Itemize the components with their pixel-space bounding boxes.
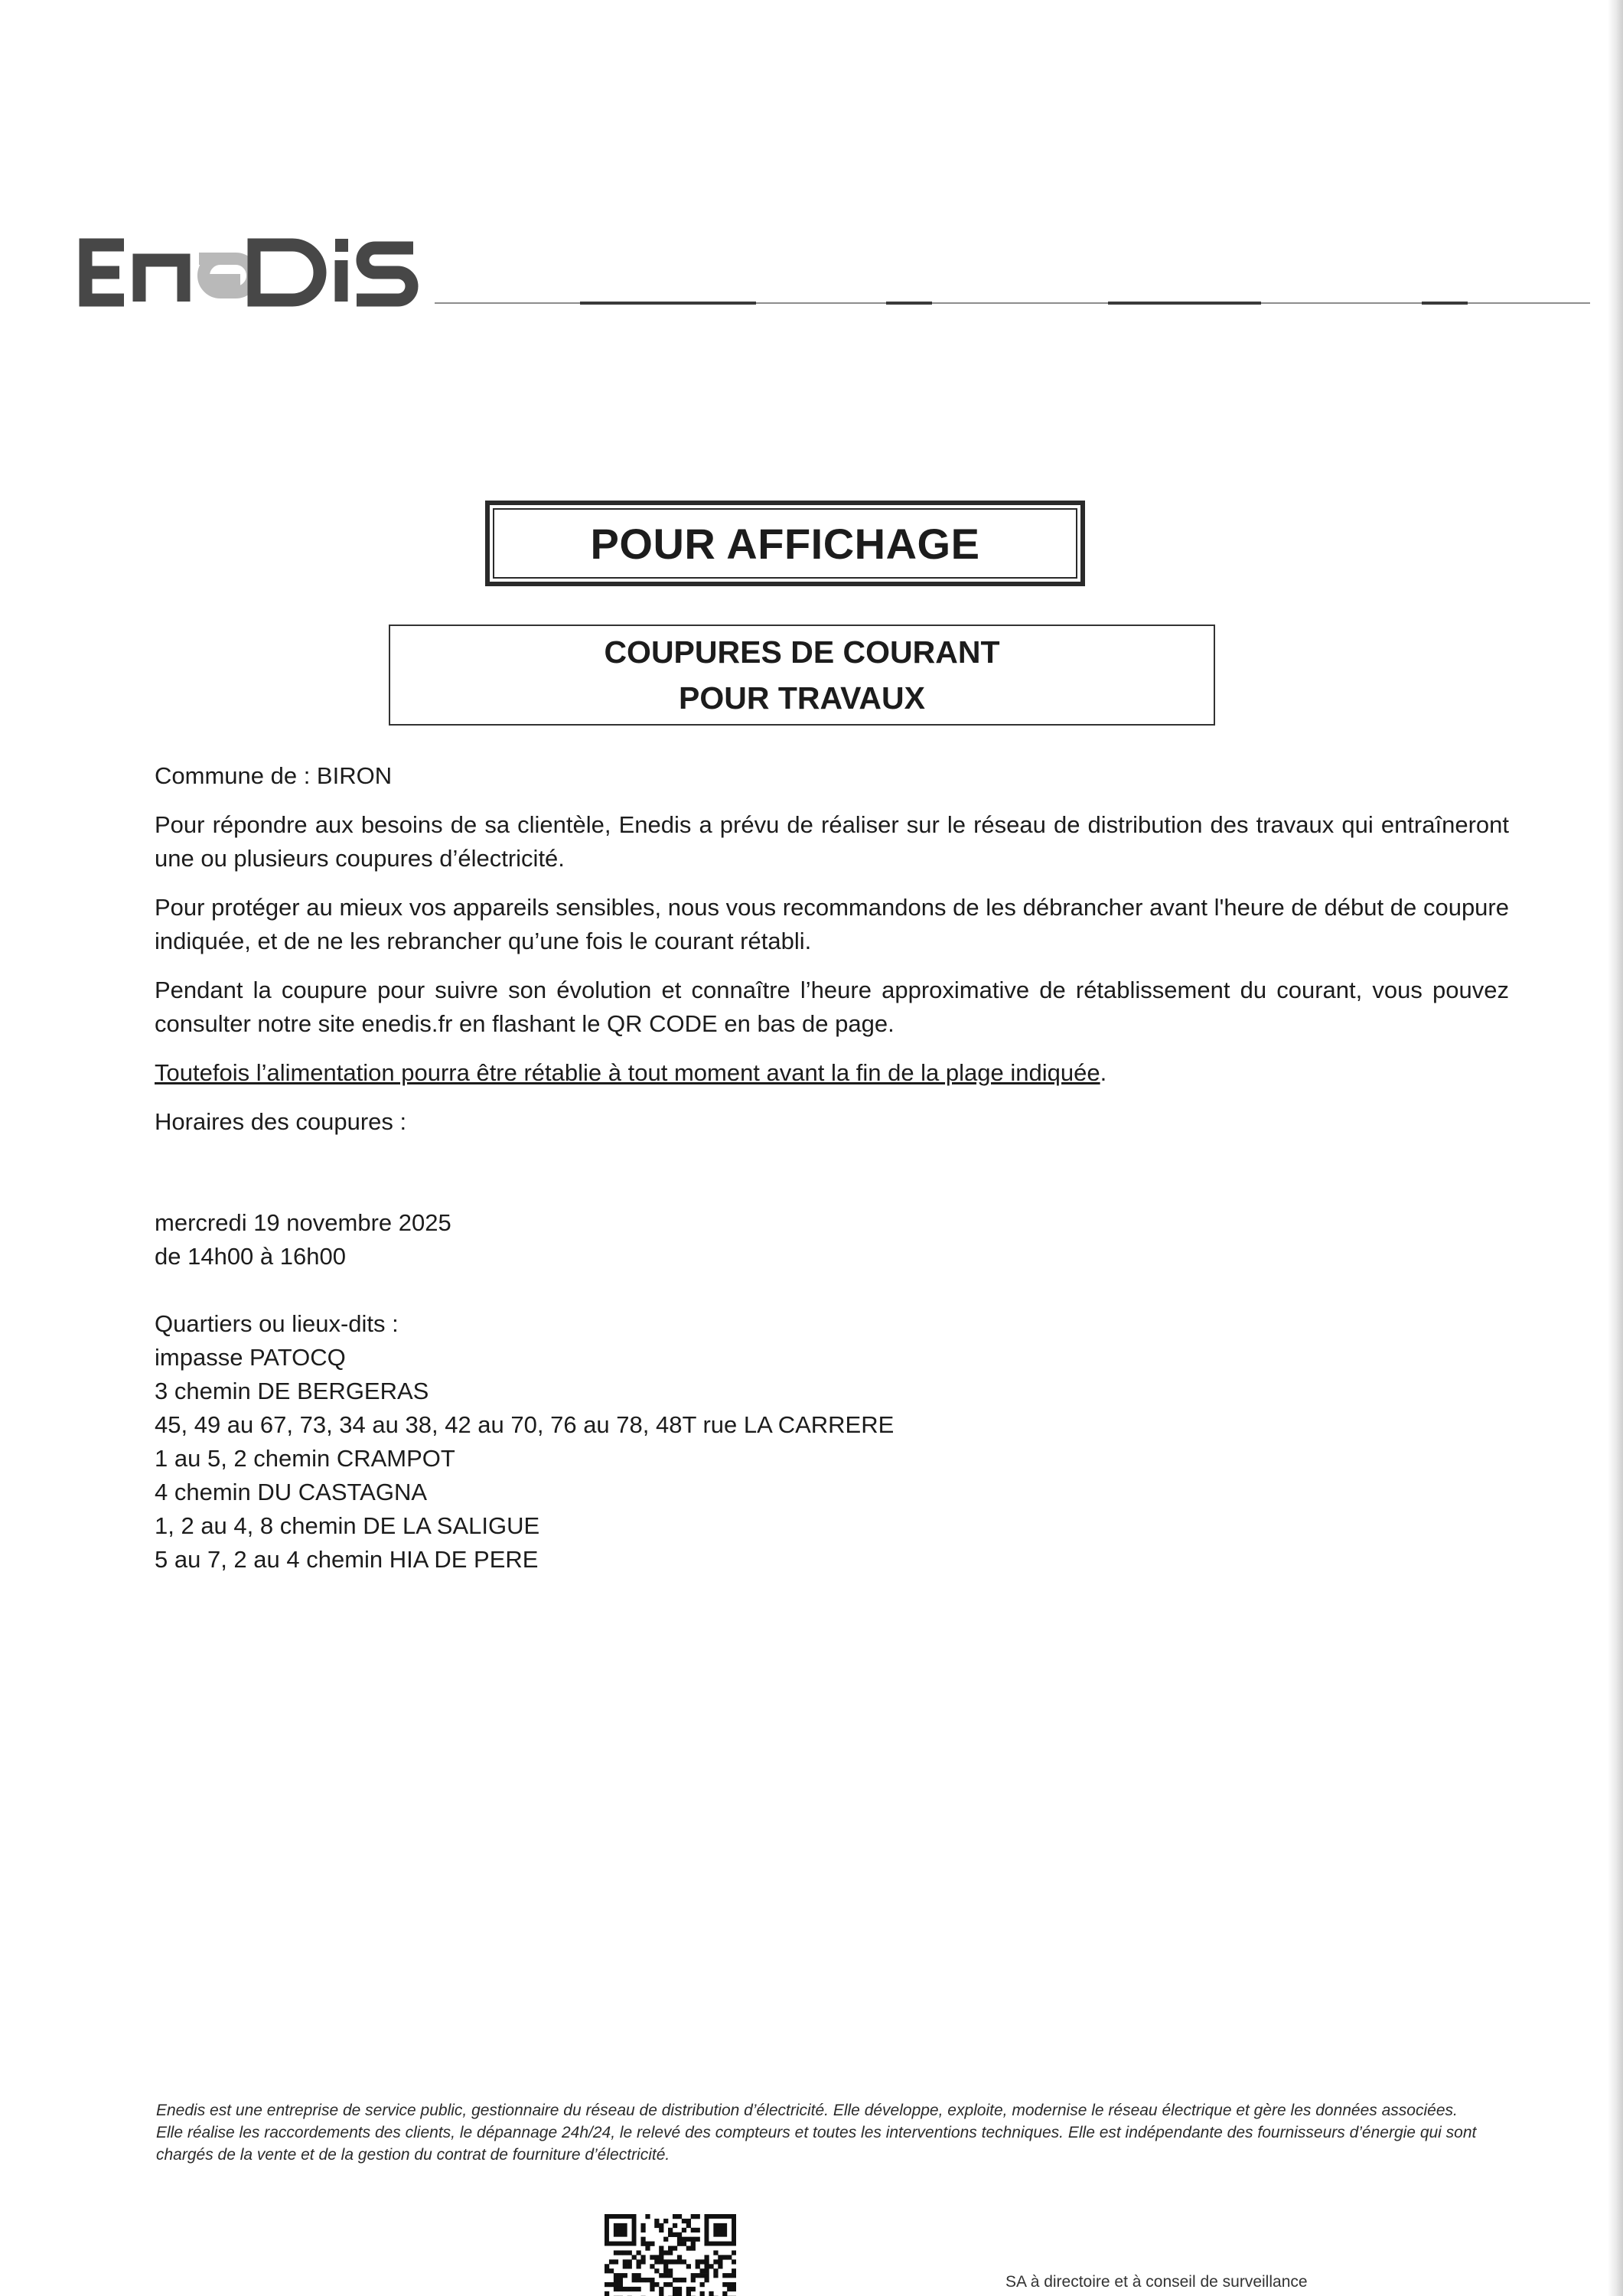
page-edge-shadow xyxy=(1608,0,1623,2296)
warning-text: Toutefois l’alimentation pourra être rétablie à tout moment avant la fin de la plage indiquée xyxy=(155,1059,1100,1086)
pour-affichage-title: POUR AFFICHAGE xyxy=(493,508,1077,579)
pour-affichage-banner xyxy=(485,501,1085,586)
notice-title-line1: COUPURES DE COURANT xyxy=(604,634,1000,670)
notice-title-box xyxy=(389,625,1215,726)
commune-line: Commune de : BIRON xyxy=(155,762,393,789)
area-item: 1, 2 au 4, 8 chemin DE LA SALIGUE xyxy=(155,1512,540,1539)
area-item: impasse PATOCQ xyxy=(155,1344,346,1371)
notice-title-line2: POUR TRAVAUX xyxy=(679,680,925,716)
qr-code-icon[interactable] xyxy=(605,2214,736,2296)
paragraph-appareils: Pour protéger au mieux vos appareils sensibles, nous vous recommandons de les débrancher avant l'heure de début de coupure indiquée, et de ne les rebrancher qu’une fois le courant rétabli. xyxy=(155,894,1509,954)
area-item: 5 au 7, 2 au 4 chemin HIA DE PERE xyxy=(155,1546,539,1573)
area-item: 4 chemin DU CASTAGNA xyxy=(155,1479,428,1505)
outage-date: mercredi 19 novembre 2025 xyxy=(155,1209,451,1236)
enedis-logo xyxy=(77,230,421,314)
areas-label: Quartiers ou lieux-dits : xyxy=(155,1310,399,1337)
area-item: 1 au 5, 2 chemin CRAMPOT xyxy=(155,1445,455,1472)
header-rule xyxy=(435,300,1590,306)
footer-description: Enedis est une entreprise de service public, gestionnaire du réseau de distribution d’électricité. Elle développe, exploite, modernise le réseau électrique et gère les données associées. Elle réalise les raccordements des clients, le dépannage 24h/24, le relevé des compteurs et toutes les interventions techniques. Elle est indépendante des fournisseurs d’énergie qui sont chargés de la vente et de la gestion du contrat de fourniture d’électricité. xyxy=(156,2102,1477,2164)
outage-time-range: de 14h00 à 16h00 xyxy=(155,1243,346,1270)
schedule-label: Horaires des coupures : xyxy=(155,1108,407,1135)
warning-period: . xyxy=(1100,1059,1107,1086)
notice-body xyxy=(155,759,1509,1577)
warning-line xyxy=(155,1056,1509,1090)
paragraph-suivi: Pendant la coupure pour suivre son évolution et connaître l’heure approximative de rétablissement du courant, vous pouvez consulter notre site enedis.fr en flashant le QR CODE en bas de page. xyxy=(155,977,1509,1037)
area-item: 3 chemin DE BERGERAS xyxy=(155,1378,429,1404)
area-item: 45, 49 au 67, 73, 34 au 38, 42 au 70, 76 au 78, 48T rue LA CARRERE xyxy=(155,1411,895,1438)
paragraph-travaux: Pour répondre aux besoins de sa clientèle, Enedis a prévu de réaliser sur le réseau de distribution des travaux qui entraîneront une ou plusieurs coupures d’électricité. xyxy=(155,811,1509,872)
footer-legal: SA à directoire et à conseil de surveillance xyxy=(1005,2273,1308,2291)
